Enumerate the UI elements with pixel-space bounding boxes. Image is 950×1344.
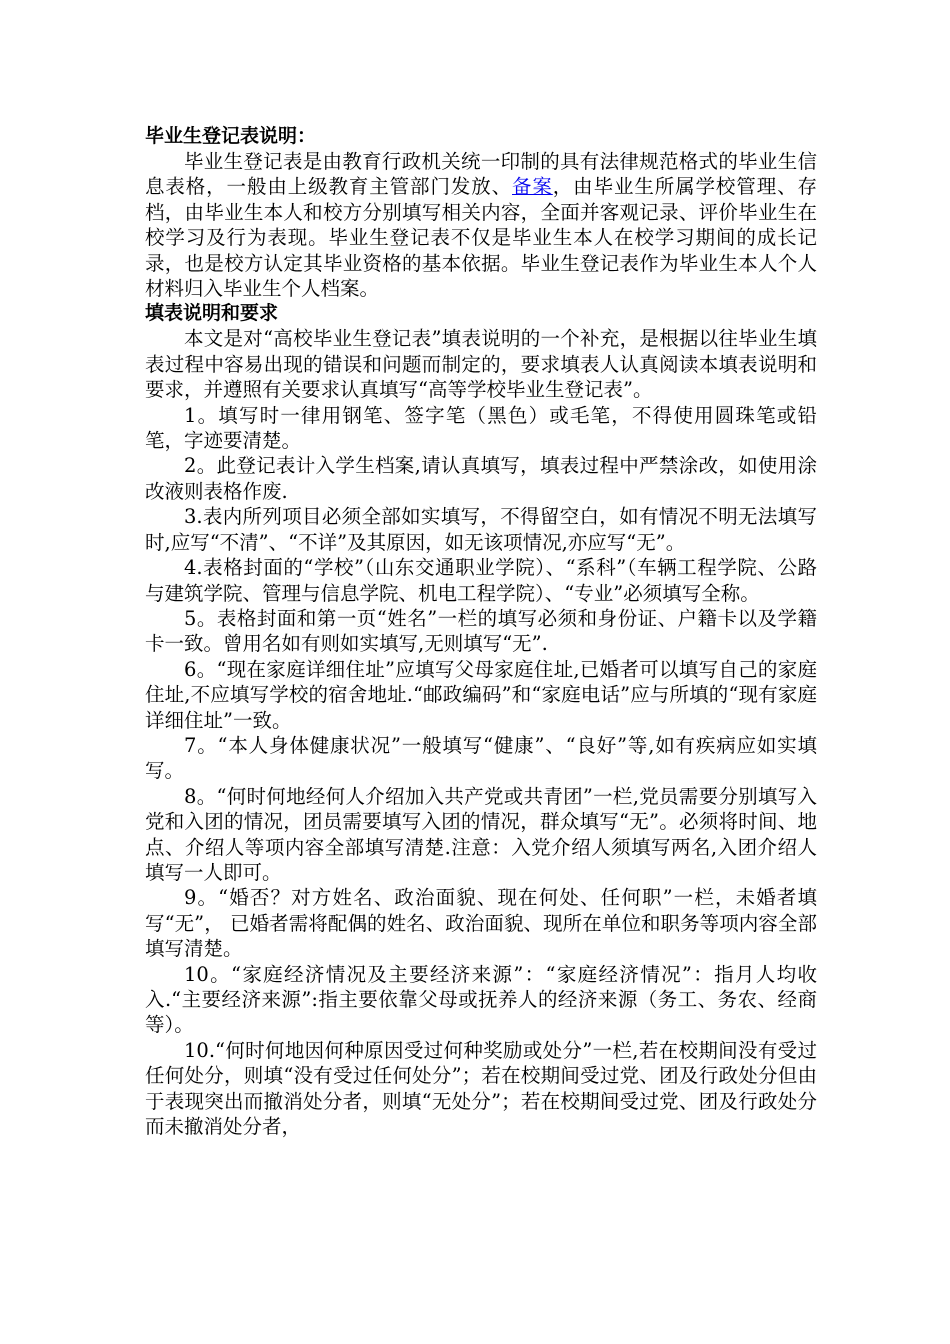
section-heading-description: 毕业生登记表说明：	[145, 125, 317, 147]
section-heading-requirements: 填表说明和要求	[145, 302, 279, 325]
list-item: 9。“婚否？对方姓名、政治面貌、现在何处、任何职”一栏，未婚者填写“无”， 已婚者需将配偶的姓名、政治面貌、现所在单位和职务等项内容全部填写清楚。	[145, 886, 817, 961]
list-item: 10。“家庭经济情况及主要经济来源”：“家庭经济情况”：指月人均收入.“主要经济来源”:指主要依靠父母或抚养人的经济来源（务工、务农、经商等）。	[145, 962, 817, 1037]
list-item: 10.“何时何地因何种原因受过何种奖励或处分”一栏,若在校期间没有受过任何处分，则填“没有受过任何处分”；若在校期间受过党、团及行政处分但由于表现突出而撤消处分者，则填“无处分”；若在校期间受过党、团及行政处分而未撤消处分者，	[145, 1038, 817, 1139]
document-page	[145, 124, 817, 1139]
list-item: 5。表格封面和第一页“姓名”一栏的填写必须和身份证、户籍卡以及学籍卡一致。曾用名如有则如实填写,无则填写“无”.	[145, 606, 817, 656]
list-item: 1。填写时一律用钢笔、签字笔（黑色）或毛笔，不得使用圆珠笔或铅笔，字迹要清楚。	[145, 403, 817, 453]
list-item: 8。“何时何地经何人介绍加入共产党或共青团”一栏,党员需要分别填写入党和入团的情况，团员需要填写入团的情况，群众填写“无”。必须将时间、地点、介绍人等项内容全部填写清楚.注意：入党介绍人须填写两名,入团介绍人填写一人即可。	[145, 784, 817, 884]
intro-text-end: ，由毕业生所属学校管理、存档，由毕业生本人和校方分别填写相关内容，全面并客观记录、评价毕业生在校学习及行为表现。毕业生登记表不仅是毕业生本人在校学习期间的成长记录，也是校方认定其毕业资格的基本依据。毕业生登记表作为毕业生本人个人材料归入毕业生个人档案。	[145, 175, 817, 301]
list-item: 4.表格封面的“学校”（山东交通职业学院）、“系科”（车辆工程学院、公路与建筑学院、管理与信息学院、机电工程学院）、“专业”必须填写全称。	[145, 556, 817, 605]
list-item: 7。“本人身体健康状况”一般填写“健康”、“良好”等,如有疾病应如实填写。	[145, 733, 817, 783]
preamble-paragraph: 本文是对“高校毕业生登记表”填表说明的一个补充，是根据以往毕业生填表过程中容易出现的错误和问题而制定的，要求填表人认真阅读本填表说明和要求，并遵照有关要求认真填写“高等学校毕业生登记表”。	[145, 327, 817, 402]
list-item: 2。此登记表计入学生档案,请认真填写，填表过程中严禁涂改，如使用涂改液则表格作废.	[145, 454, 817, 503]
list-item: 3.表内所列项目必须全部如实填写，不得留空白，如有情况不明无法填写时,应写“不清”、“不详”及其原因，如无该项情况,亦应写“无”。	[145, 505, 817, 554]
intro-paragraph	[145, 149, 817, 301]
list-item: 6。“现在家庭详细住址”应填写父母家庭住址,已婚者可以填写自己的家庭住址,不应填写学校的宿舍地址.“邮政编码”和“家庭电话”应与所填的“现有家庭详细住址”一致。	[145, 657, 817, 732]
intro-text-start: 毕业生登记表是由教育行政机关统一印制的具有法律规范格式的毕业生信息表格，一般由上级教育主管部门发放、	[145, 150, 817, 199]
filing-link[interactable]: 备案	[512, 175, 553, 199]
